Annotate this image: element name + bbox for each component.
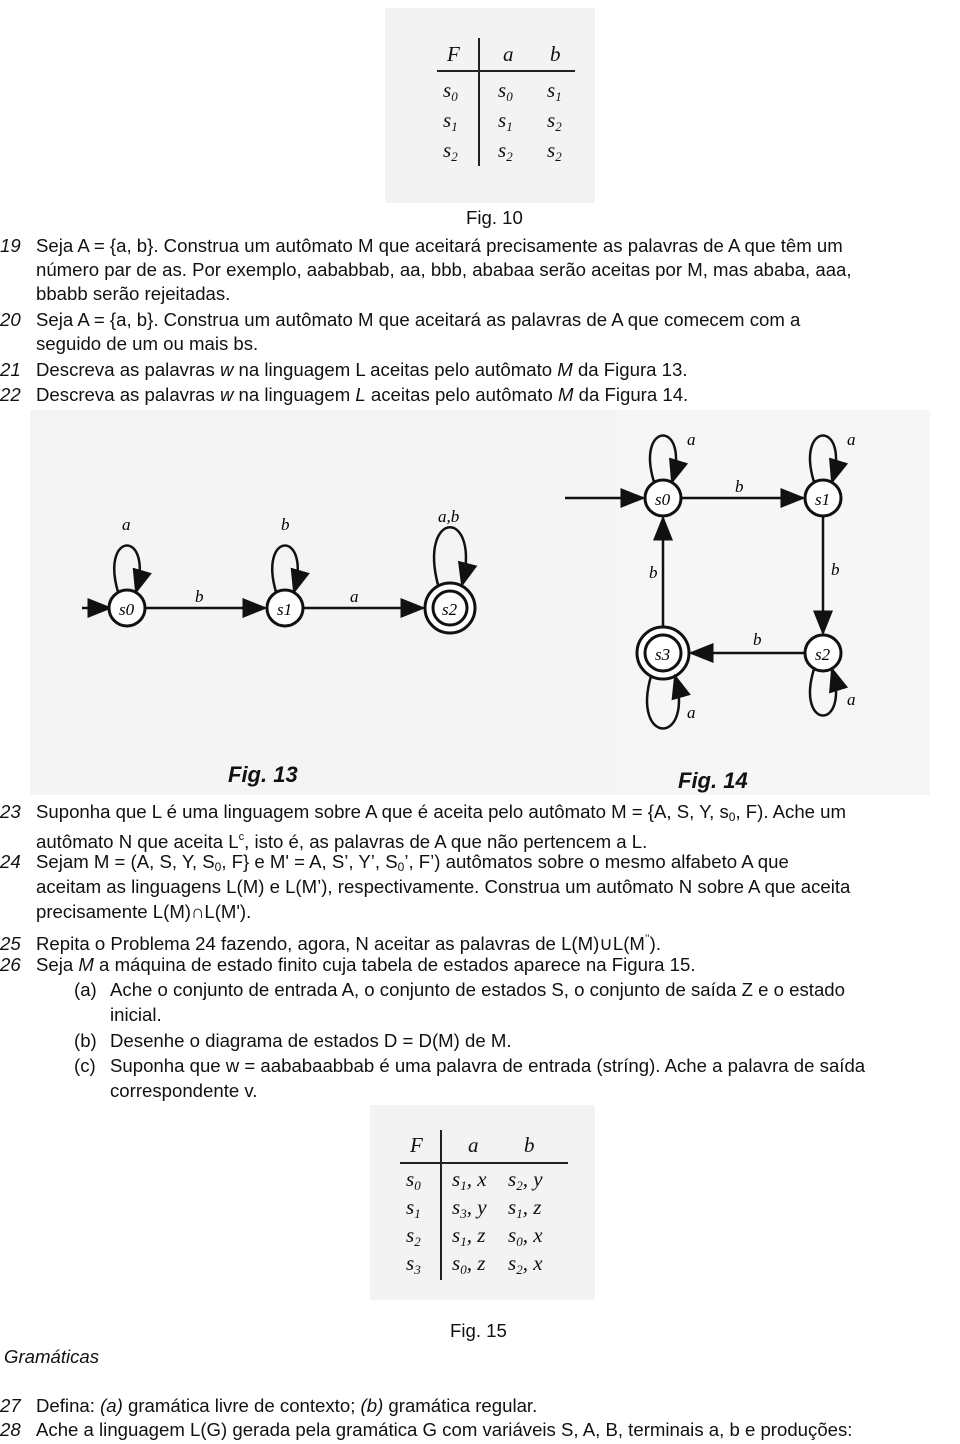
item-label: (a) [74,979,97,1000]
fig15-cell: s2, y [508,1167,543,1193]
fig10-cell: s1 [443,108,458,134]
fig15-header-a: a [468,1133,479,1157]
problem-25 [0,927,661,956]
fig10-column-rule [478,38,480,166]
state-s3-label: s3 [655,645,671,664]
state-s1-label: s1 [277,600,293,619]
problem-21 [0,358,688,382]
problem-text: autômato N que aceita L [36,831,239,852]
loop-s2-label: a,b [438,507,460,526]
problem-text: , F} e M' = A, S’, Y’, S [221,851,398,872]
problem-text: Ache a linguagem L(G) gerada pela gramática G com variáveis S, A, B, terminais a, b e produções: [36,1419,853,1440]
superscript: ’’ [644,933,650,945]
problem-text: Descreva as palavras [36,359,220,380]
problem-text: w [219,384,234,405]
problem-26c-line2: correspondente v. [110,1080,258,1101]
problem-text: (a) [100,1395,123,1416]
fig13-diagram [30,410,620,795]
fig10-cell: s2 [547,138,562,164]
fig15-cell: s0 [406,1167,421,1193]
fig15-cell: s3, y [452,1195,487,1221]
problem-text: na linguagem [233,384,356,405]
fig10-cell: s2 [498,138,513,164]
fig14-diagram [555,410,930,795]
problem-26c-line1 [74,1054,865,1078]
fig15-header-F: F [410,1133,423,1157]
problem-19-line2: número par de as. Por exemplo, aababbab, aa, bbb, ababaa serão aceitas por M, mas ababa, aaa, [36,259,852,280]
fig15-column-rule [440,1130,442,1280]
problem-text: a máquina de estado finito cuja tabela de estados aparece na Figura 15. [93,954,696,975]
problem-24-line3: precisamente L(M)∩L(M'). [36,901,252,922]
item-label: (b) [74,1030,97,1051]
loop-s1-label: b [281,515,290,534]
fig15-cell: s3 [406,1251,421,1277]
fig14-caption: Fig. 14 [678,768,748,793]
superscript: c [238,831,245,843]
state-s0-label: s0 [655,490,671,509]
fig15-cell: s1, z [508,1195,542,1221]
fig10-cell: s2 [547,108,562,134]
fig15-cell: s0, z [452,1251,486,1277]
problem-text: ). [649,933,661,954]
fig15-header-b: b [524,1133,535,1157]
fig15-cell: s1 [406,1195,421,1221]
fig15-cell: s1, x [452,1167,487,1193]
problem-text: na linguagem L aceitas pelo autômato [233,359,558,380]
problem-26 [0,953,696,977]
fig15-cell: s2, x [508,1251,543,1277]
problem-number: 24 [0,851,21,872]
problem-text: aceitas pelo autômato [365,384,558,405]
fig10-table [385,8,595,203]
subscript: 0 [728,810,736,824]
problem-26a-line2: inicial. [110,1004,162,1025]
problem-text: , F). Ache um [735,801,847,822]
problem-26b [74,1029,512,1053]
problem-text: Suponha que L é uma linguagem sobre A que é aceita pelo autômato M = {A, S, Y, s [36,801,729,822]
item-label: (c) [74,1055,96,1076]
problem-text: Descreva as palavras [36,384,220,405]
fig15-cell: s2 [406,1223,421,1249]
problem-19-line3: bbabb serão rejeitadas. [36,283,231,304]
problem-text: M [78,954,94,975]
problem-20-line1 [0,308,800,332]
problem-text: Seja [36,954,79,975]
problem-22 [0,383,688,407]
problem-number: 23 [0,801,21,822]
problem-text: (b) [360,1395,384,1416]
fig15-cell: s1, z [452,1223,486,1249]
problem-19-line1 [0,234,843,258]
problem-text: gramática regular. [383,1395,538,1416]
state-s2-label: s2 [815,645,831,664]
fig13-caption: Fig. 13 [228,762,298,787]
problem-number: 19 [0,235,21,256]
problem-number: 28 [0,1419,21,1440]
subscript: 0 [397,860,405,874]
problem-number: 26 [0,954,21,975]
edge-s0-s1-label: b [195,587,204,606]
fig15-cell: s0, x [508,1223,543,1249]
fig10-header-a: a [503,42,514,66]
problem-number: 22 [0,384,21,405]
problem-text: Sejam M = (A, S, Y, S [36,851,215,872]
problem-27 [0,1394,537,1418]
fig10-cell: s0 [498,78,513,104]
problem-number: 21 [0,359,21,380]
fig10-cell: s1 [547,78,562,104]
problem-20-line2: seguido de um ou mais bs. [36,333,259,354]
fig10-cell: s1 [498,108,513,134]
edge-s2-s3-label: b [753,630,762,649]
fig15-table [370,1105,595,1300]
problem-text: Seja A = {a, b}. Construa um autômato M que aceitará as palavras de A que comecem com a [36,309,801,330]
problem-28 [0,1418,852,1442]
fig10-header-rule [437,70,575,72]
state-s0-label: s0 [119,600,135,619]
loop-s0-label: a [687,430,696,449]
problem-text: w [219,359,234,380]
problem-26a-line1 [74,978,845,1002]
edge-s3-s0-label: b [649,563,658,582]
problem-text: M [557,359,573,380]
fig15-caption: Fig. 15 [450,1320,507,1341]
problem-text: gramática livre de contexto; [122,1395,361,1416]
problem-number: 25 [0,933,21,954]
problem-text: Seja A = {a, b}. Construa um autômato M que aceitará precisamente as palavras de A que têm um [36,235,843,256]
problem-text: L [355,384,366,405]
section-heading: Gramáticas [4,1346,100,1367]
problem-text: ’, F’) autômatos sobre o mesmo alfabeto A que [404,851,789,872]
problem-text: Repita o Problema 24 fazendo, agora, N aceitar as palavras de L(M)∪L(M [36,933,645,954]
problem-number: 27 [0,1395,21,1416]
problem-text: Suponha que w = aababaabbab é uma palavra de entrada (stríng). Ache a palavra de saída [110,1055,866,1076]
problem-text: Ache o conjunto de entrada A, o conjunto de estados S, o conjunto de saída Z e o estado [110,979,845,1000]
problem-text: , isto é, as palavras de A que não pertencem a L. [244,831,648,852]
fig15-header-rule [400,1162,568,1164]
problem-text: da Figura 14. [573,384,689,405]
loop-s0-label: a [122,515,131,534]
loop-s3-label: a [687,703,696,722]
subscript: 0 [214,860,222,874]
fig10-cell: s0 [443,78,458,104]
problem-24-line2: aceitam as linguagens L(M) e L(M’), respectivamente. Construa um autômato N sobre A que aceita [36,876,851,897]
loop-s1-label: a [847,430,856,449]
fig10-header-b: b [550,42,561,66]
state-s2-label: s2 [442,600,458,619]
edge-s1-s2-label: a [350,587,359,606]
fig10-header-F: F [447,42,460,66]
edge-s1-s2-label: b [831,560,840,579]
fig10-cell: s2 [443,138,458,164]
problem-number: 20 [0,309,21,330]
fig10-caption: Fig. 10 [466,207,523,228]
problem-text: da Figura 13. [572,359,688,380]
problem-text: Defina: [36,1395,101,1416]
problem-text: M [557,384,574,405]
problem-text: Desenhe o diagrama de estados D = D(M) de M. [110,1030,512,1051]
edge-s0-s1-label: b [735,477,744,496]
state-s1-label: s1 [815,490,831,509]
loop-s2-label: a [847,690,856,709]
